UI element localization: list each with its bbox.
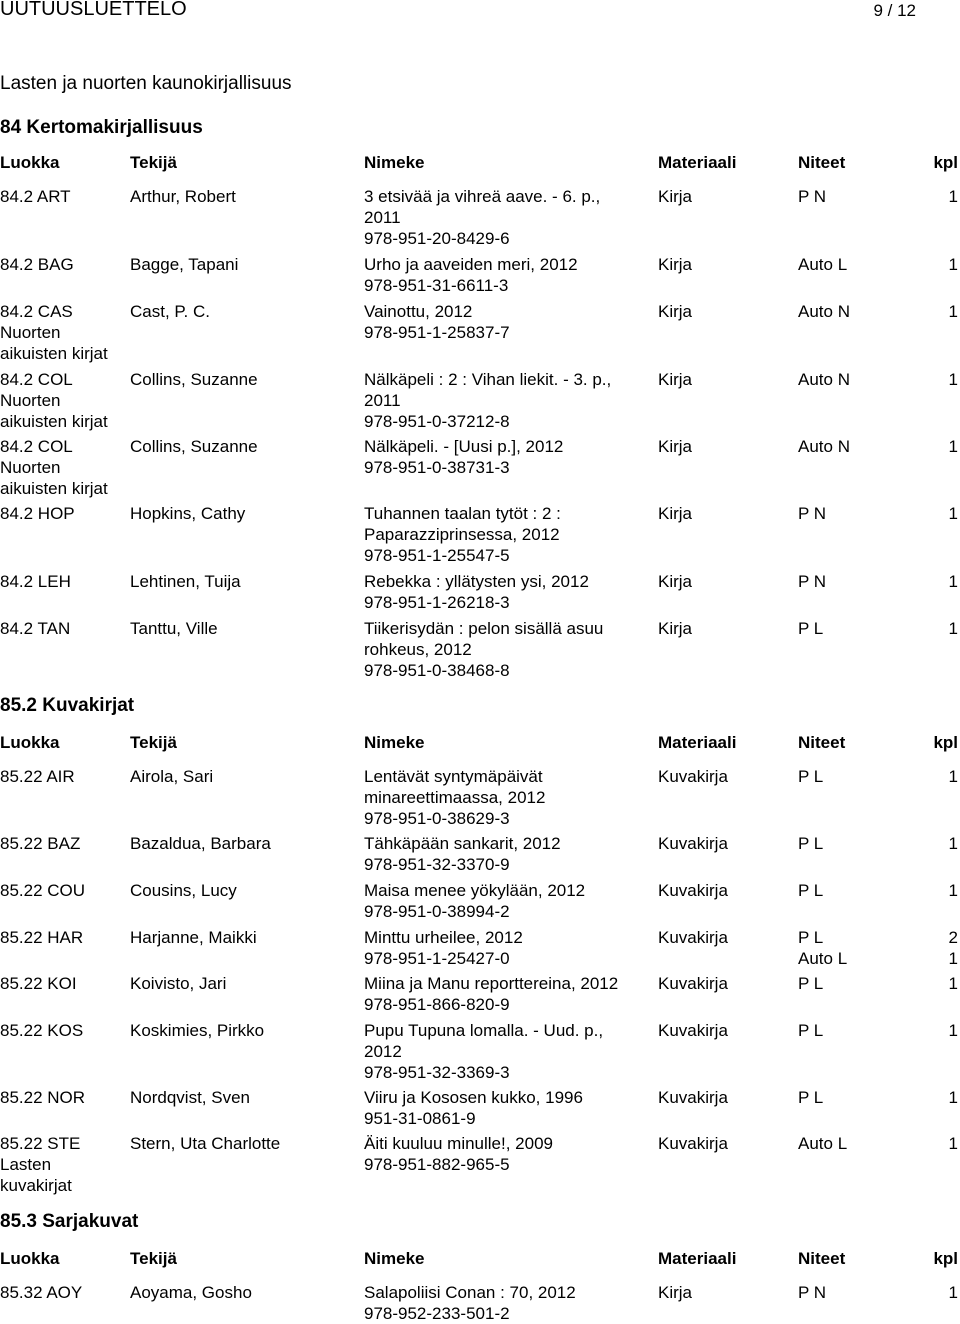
cell-tekija: Nordqvist, Sven: [130, 1088, 250, 1107]
niteet-line: P L: [798, 767, 824, 786]
cell-niteet: [798, 1020, 823, 1041]
cell-tekija: Collins, Suzanne: [130, 370, 258, 389]
column-header-luokka: Luokka: [0, 733, 60, 752]
cell-kpl: [949, 369, 958, 390]
column-header-tekija: Tekijä: [130, 733, 177, 752]
luokka-line: 84.2 BAG: [0, 255, 74, 274]
cell-niteet: [798, 766, 823, 787]
column-header-materiaali: Materiaali: [658, 1249, 737, 1268]
cell-tekija: Cast, P. C.: [130, 302, 210, 321]
cell-tekija: Cousins, Lucy: [130, 881, 237, 900]
cell-kpl: [949, 186, 958, 207]
cell-niteet: [798, 618, 823, 639]
nimeke-line: 978-951-0-38468-8: [364, 661, 510, 680]
section-heading: 84 Kertomakirjallisuus: [0, 117, 203, 138]
niteet-line: P L: [798, 881, 824, 900]
niteet-line: Auto N: [798, 437, 850, 456]
niteet-line: P N: [798, 1283, 827, 1302]
nimeke-line: 2012: [364, 1042, 402, 1061]
page-number: 9 / 12: [873, 1, 916, 20]
luokka-line: kuvakirjat: [0, 1176, 72, 1195]
luokka-line: aikuisten kirjat: [0, 479, 108, 498]
luokka-line: 84.2 LEH: [0, 572, 71, 591]
kpl-line: 1: [948, 974, 958, 993]
nimeke-line: Urho ja aaveiden meri, 2012: [364, 255, 578, 274]
column-header-materiaali: Materiaali: [658, 733, 737, 752]
cell-nimeke: [364, 1020, 603, 1083]
cell-niteet: [798, 436, 850, 457]
cell-nimeke: [364, 571, 589, 613]
luokka-line: 84.2 CAS: [0, 302, 73, 321]
column-header-materiaali: Materiaali: [658, 153, 737, 172]
cell-niteet: [798, 186, 826, 207]
cell-materiaali: Kirja: [658, 619, 693, 638]
kpl-line: 1: [948, 834, 958, 853]
cell-kpl: [949, 1020, 958, 1041]
nimeke-line: Pupu Tupuna lomalla. - Uud. p.,: [364, 1021, 604, 1040]
cell-kpl: [949, 254, 958, 275]
cell-tekija: Koskimies, Pirkko: [130, 1021, 265, 1040]
cell-nimeke: [364, 186, 600, 249]
cell-materiaali: Kirja: [658, 255, 693, 274]
cell-tekija: Lehtinen, Tuija: [130, 572, 241, 591]
cell-niteet: [798, 927, 847, 969]
luokka-line: 85.22 KOS: [0, 1021, 84, 1040]
cell-materiaali: Kuvakirja: [658, 1134, 728, 1153]
nimeke-line: Nälkäpeli. - [Uusi p.], 2012: [364, 437, 564, 456]
luokka-line: Nuorten: [0, 391, 61, 410]
cell-tekija: Aoyama, Gosho: [130, 1283, 252, 1302]
niteet-line: Auto L: [798, 1134, 848, 1153]
nimeke-line: Viiru ja Kososen kukko, 1996: [364, 1088, 583, 1107]
cell-kpl: [949, 503, 958, 524]
cell-nimeke: [364, 301, 510, 343]
nimeke-line: 978-952-233-501-2: [364, 1304, 510, 1323]
luokka-line: 85.22 AIR: [0, 767, 75, 786]
cell-materiaali: Kirja: [658, 187, 693, 206]
cell-materiaali: Kuvakirja: [658, 1088, 728, 1107]
cell-materiaali: Kirja: [658, 504, 693, 523]
cell-luokka: [0, 618, 70, 639]
cell-materiaali: Kuvakirja: [658, 767, 728, 786]
nimeke-line: 2011: [364, 208, 401, 227]
cell-tekija: Hopkins, Cathy: [130, 504, 246, 523]
cell-materiaali: Kirja: [658, 370, 693, 389]
cell-tekija: Bagge, Tapani: [130, 255, 239, 274]
niteet-line: Auto N: [798, 302, 850, 321]
cell-kpl: [949, 571, 958, 592]
cell-niteet: [798, 254, 847, 275]
cell-materiaali: Kirja: [658, 302, 693, 321]
cell-luokka: [0, 186, 71, 207]
nimeke-line: 978-951-1-26218-3: [364, 593, 510, 612]
luokka-line: 85.22 HAR: [0, 928, 84, 947]
cell-luokka: [0, 1282, 82, 1303]
nimeke-line: 978-951-20-8429-6: [364, 229, 510, 248]
cell-luokka: [0, 436, 108, 499]
cell-kpl: [949, 301, 958, 322]
luokka-line: aikuisten kirjat: [0, 344, 108, 363]
kpl-line: 1: [948, 572, 958, 591]
cell-luokka: [0, 503, 75, 524]
nimeke-line: 951-31-0861-9: [364, 1109, 476, 1128]
cell-nimeke: [364, 254, 578, 296]
nimeke-line: Salapoliisi Conan : 70, 2012: [364, 1283, 576, 1302]
niteet-line: P L: [798, 1021, 824, 1040]
cell-nimeke: [364, 880, 585, 922]
kpl-line: 1: [948, 1134, 958, 1153]
nimeke-line: 2011: [364, 391, 401, 410]
column-header-kpl: kpl: [933, 1249, 958, 1268]
nimeke-line: Äiti kuuluu minulle!, 2009: [364, 1134, 554, 1153]
luokka-line: 84.2 COL: [0, 437, 73, 456]
niteet-line: P L: [798, 834, 824, 853]
cell-luokka: [0, 880, 85, 901]
nimeke-line: 978-951-1-25427-0: [364, 949, 510, 968]
section-heading: 85.3 Sarjakuvat: [0, 1211, 139, 1232]
luokka-line: 84.2 ART: [0, 187, 71, 206]
cell-niteet: [798, 880, 823, 901]
nimeke-line: 978-951-866-820-9: [364, 995, 510, 1014]
niteet-line: P N: [798, 187, 827, 206]
cell-tekija: Stern, Uta Charlotte: [130, 1134, 281, 1153]
kpl-line: 1: [948, 619, 958, 638]
column-header-kpl: kpl: [933, 153, 958, 172]
cell-luokka: [0, 301, 108, 364]
cell-tekija: Bazaldua, Barbara: [130, 834, 271, 853]
nimeke-line: 978-951-882-965-5: [364, 1155, 510, 1174]
cell-niteet: [798, 1282, 826, 1303]
cell-luokka: [0, 369, 108, 432]
nimeke-line: Vainottu, 2012: [364, 302, 473, 321]
niteet-line: Auto L: [798, 949, 848, 968]
nimeke-line: Minttu urheilee, 2012: [364, 928, 523, 947]
niteet-line: Auto N: [798, 370, 850, 389]
cell-kpl: [949, 436, 958, 457]
kpl-line: 1: [948, 437, 958, 456]
column-header-tekija: Tekijä: [130, 153, 177, 172]
cell-niteet: [798, 1087, 823, 1108]
cell-nimeke: [364, 766, 545, 829]
cell-nimeke: [364, 973, 618, 1015]
niteet-line: P L: [798, 974, 824, 993]
nimeke-line: 3 etsivää ja vihreä aave. - 6. p.,: [364, 187, 601, 206]
cell-tekija: Tanttu, Ville: [130, 619, 218, 638]
cell-kpl: [949, 927, 958, 969]
cell-niteet: [798, 369, 850, 390]
nimeke-line: Lentävät syntymäpäivät: [364, 767, 543, 786]
kpl-line: 1: [948, 370, 958, 389]
nimeke-line: 978-951-0-37212-8: [364, 412, 510, 431]
niteet-line: P N: [798, 572, 827, 591]
cell-tekija: Koivisto, Jari: [130, 974, 227, 993]
kpl-line: 1: [948, 881, 958, 900]
cell-luokka: [0, 1133, 80, 1196]
nimeke-line: Rebekka : yllätysten ysi, 2012: [364, 572, 589, 591]
document-title: UUTUUSLUETTELO: [0, 0, 187, 20]
column-header-luokka: Luokka: [0, 1249, 60, 1268]
cell-kpl: [949, 766, 958, 787]
kpl-line: 1: [948, 1021, 958, 1040]
nimeke-line: rohkeus, 2012: [364, 640, 472, 659]
cell-materiaali: Kuvakirja: [658, 881, 728, 900]
cell-nimeke: [364, 833, 561, 875]
nimeke-line: minareettimaassa, 2012: [364, 788, 546, 807]
cell-luokka: [0, 766, 75, 787]
column-header-tekija: Tekijä: [130, 1249, 177, 1268]
nimeke-line: 978-951-31-6611-3: [364, 276, 509, 295]
luokka-line: 85.22 STE: [0, 1134, 81, 1153]
cell-materiaali: Kuvakirja: [658, 1021, 728, 1040]
cell-luokka: [0, 1020, 83, 1041]
kpl-line: 1: [948, 187, 958, 206]
nimeke-line: 978-951-0-38731-3: [364, 458, 510, 477]
cell-nimeke: [364, 927, 523, 969]
kpl-line: 1: [948, 767, 958, 786]
luokka-line: aikuisten kirjat: [0, 412, 108, 431]
nimeke-line: Tähkäpään sankarit, 2012: [364, 834, 561, 853]
cell-materiaali: Kirja: [658, 1283, 693, 1302]
luokka-line: Lasten: [0, 1155, 52, 1174]
cell-kpl: [949, 1282, 958, 1303]
cell-kpl: [949, 973, 958, 994]
cell-tekija: Collins, Suzanne: [130, 437, 258, 456]
section-heading: 85.2 Kuvakirjat: [0, 695, 135, 716]
cell-niteet: [798, 301, 850, 322]
nimeke-line: Miina ja Manu reporttereina, 2012: [364, 974, 619, 993]
cell-niteet: [798, 1133, 847, 1154]
column-header-niteet: Niteet: [798, 733, 846, 752]
kpl-line: 1: [948, 504, 958, 523]
column-header-nimeke: Nimeke: [364, 153, 425, 172]
cell-niteet: [798, 503, 826, 524]
niteet-line: P N: [798, 504, 827, 523]
nimeke-line: Tuhannen taalan tytöt : 2 :: [364, 504, 561, 523]
luokka-line: 85.22 KOI: [0, 974, 77, 993]
column-header-nimeke: Nimeke: [364, 733, 425, 752]
luokka-line: 84.2 COL: [0, 370, 73, 389]
nimeke-line: 978-951-1-25837-7: [364, 323, 510, 342]
cell-tekija: Harjanne, Maikki: [130, 928, 257, 947]
column-header-luokka: Luokka: [0, 153, 60, 172]
nimeke-line: Tiikerisydän : pelon sisällä asuu: [364, 619, 604, 638]
cell-materiaali: Kuvakirja: [658, 928, 728, 947]
luokka-line: Nuorten: [0, 323, 61, 342]
niteet-line: P L: [798, 619, 824, 638]
niteet-line: P L: [798, 1088, 824, 1107]
cell-luokka: [0, 833, 80, 854]
luokka-line: 84.2 TAN: [0, 619, 71, 638]
nimeke-line: 978-951-0-38994-2: [364, 902, 510, 921]
cell-nimeke: [364, 618, 603, 681]
cell-tekija: Airola, Sari: [130, 767, 214, 786]
cell-kpl: [949, 1133, 958, 1154]
cell-niteet: [798, 973, 823, 994]
cell-luokka: [0, 927, 83, 948]
cell-niteet: [798, 833, 823, 854]
column-header-nimeke: Nimeke: [364, 1249, 425, 1268]
cell-tekija: Arthur, Robert: [130, 187, 236, 206]
kpl-line: 1: [948, 1283, 958, 1302]
nimeke-line: Nälkäpeli : 2 : Vihan liekit. - 3. p.,: [364, 370, 612, 389]
luokka-line: 85.22 BAZ: [0, 834, 81, 853]
luokka-line: 84.2 HOP: [0, 504, 75, 523]
cell-kpl: [949, 1087, 958, 1108]
cell-niteet: [798, 571, 826, 592]
niteet-line: Auto L: [798, 255, 848, 274]
cell-materiaali: Kirja: [658, 572, 693, 591]
nimeke-line: 978-951-32-3370-9: [364, 855, 510, 874]
niteet-line: P L: [798, 928, 824, 947]
column-header-kpl: kpl: [933, 733, 958, 752]
cell-kpl: [949, 618, 958, 639]
nimeke-line: Paparazziprinsessa, 2012: [364, 525, 560, 544]
cell-materiaali: Kirja: [658, 437, 693, 456]
luokka-line: Nuorten: [0, 458, 61, 477]
nimeke-line: 978-951-1-25547-5: [364, 546, 510, 565]
kpl-line: 1: [948, 1088, 958, 1107]
cell-materiaali: Kuvakirja: [658, 974, 728, 993]
category-heading: Lasten ja nuorten kaunokirjallisuus: [0, 73, 292, 94]
luokka-line: 85.22 NOR: [0, 1088, 86, 1107]
cell-nimeke: [364, 1087, 583, 1129]
cell-nimeke: [364, 503, 561, 566]
cell-materiaali: Kuvakirja: [658, 834, 728, 853]
nimeke-line: Maisa menee yökylään, 2012: [364, 881, 586, 900]
cell-nimeke: [364, 1282, 576, 1324]
cell-kpl: [949, 833, 958, 854]
column-header-niteet: Niteet: [798, 153, 846, 172]
cell-luokka: [0, 571, 71, 592]
cell-luokka: [0, 973, 77, 994]
cell-luokka: [0, 1087, 85, 1108]
nimeke-line: 978-951-0-38629-3: [364, 809, 510, 828]
cell-luokka: [0, 254, 74, 275]
kpl-line: 1: [948, 949, 958, 968]
cell-nimeke: [364, 436, 563, 478]
luokka-line: 85.22 COU: [0, 881, 86, 900]
luokka-line: 85.32 AOY: [0, 1283, 83, 1302]
nimeke-line: 978-951-32-3369-3: [364, 1063, 510, 1082]
cell-kpl: [949, 880, 958, 901]
cell-nimeke: [364, 369, 611, 432]
kpl-line: 1: [948, 255, 958, 274]
column-header-niteet: Niteet: [798, 1249, 846, 1268]
cell-nimeke: [364, 1133, 553, 1175]
kpl-line: 2: [948, 928, 958, 947]
kpl-line: 1: [948, 302, 958, 321]
